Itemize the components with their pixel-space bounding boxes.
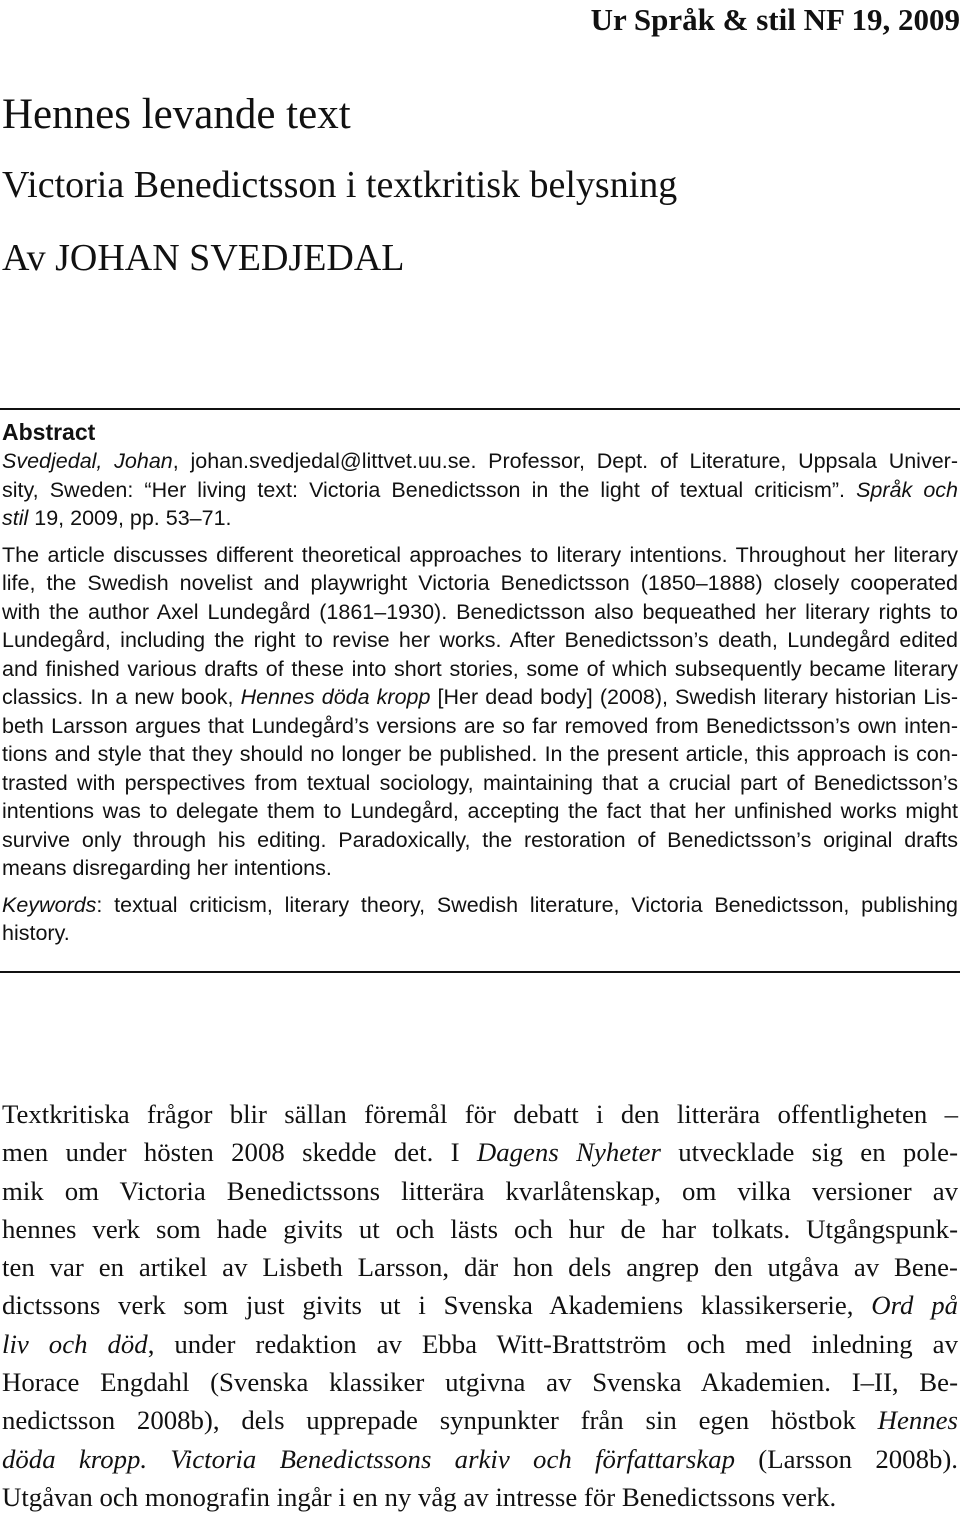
text-run: beth Larsson argues that Lundegård’s versions are so far removed from Benedictsson’s own inten- xyxy=(2,713,958,738)
text-run: men under hösten 2008 skedde det. I xyxy=(2,1137,477,1168)
italic-text: liv och död xyxy=(2,1328,148,1359)
text-run: history. xyxy=(2,921,70,945)
italic-text: stil xyxy=(2,506,29,530)
summary-line xyxy=(2,598,958,627)
summary-line xyxy=(2,683,958,712)
text-run: Utgåvan och monografin ingår i en ny våg av intresse för Benedictssons verk. xyxy=(2,1481,837,1512)
text-run: 19, 2009, pp. 53–71. xyxy=(28,506,232,530)
summary-line xyxy=(2,712,958,741)
italic-text: Hennes xyxy=(877,1405,958,1436)
text-run: The article discusses different theoretical approaches to literary intentions. Throughout her literary xyxy=(2,542,958,567)
italic-text: Språk och xyxy=(856,477,958,502)
text-run: tions and style that they should no longer be published. In the present article, this approach is con- xyxy=(2,742,958,766)
summary-line xyxy=(2,626,958,655)
text-run: utvecklade sig en pole- xyxy=(660,1137,958,1168)
summary-line xyxy=(2,541,958,570)
author-line: Av JOHAN SVEDJEDAL xyxy=(2,237,405,279)
italic-text: Keywords xyxy=(2,892,97,917)
italic-text: Svedjedal, Johan xyxy=(2,449,173,473)
text-run: intentions was to delegate them to Lundegård, accepting the fact that her unfinished works might xyxy=(2,799,958,823)
text-run: hennes verk som hade givits ut och lästs och hur de har tolkats. Utgångspunk- xyxy=(2,1213,958,1244)
abstract-top-rule xyxy=(0,408,960,410)
text-run: classics. In a new book, xyxy=(2,685,241,709)
body-line xyxy=(2,1325,958,1363)
summary-line xyxy=(2,854,958,883)
body-line xyxy=(2,1248,958,1286)
body-line xyxy=(2,1133,958,1171)
text-run: ten var en artikel av Lisbeth Larsson, där hon dels angrep den utgåva av Bene- xyxy=(2,1252,958,1283)
summary-line xyxy=(2,740,958,769)
abstract-reference xyxy=(2,447,958,533)
text-run: trasted with perspectives from textual sociology, maintaining that a crucial part of Benedictsson’s xyxy=(2,770,958,795)
text-run: life, the Swedish novelist and playwright Victoria Benedictsson (1850–1888) closely cooperated xyxy=(2,571,958,595)
reference-line xyxy=(2,476,958,505)
text-run: , under redaktion av Ebba Witt-Brattström och med inledning av xyxy=(147,1328,958,1359)
text-run: mik om Victoria Benedictssons litterära kvarlåtenskap, om vilka versioner av xyxy=(2,1175,958,1206)
body-line xyxy=(2,1210,958,1248)
body-text xyxy=(2,1095,958,1516)
summary-line xyxy=(2,797,958,826)
reference-line xyxy=(2,447,958,476)
body-line xyxy=(2,1478,958,1516)
text-run: Textkritiska frågor blir sällan föremål för debatt i den litterära offentligheten – xyxy=(2,1099,958,1129)
reference-line xyxy=(2,504,958,533)
body-line xyxy=(2,1440,958,1478)
text-run: survive only through his editing. Paradoxically, the restoration of Benedictsson’s original drafts xyxy=(2,827,958,852)
text-run: , johan.svedjedal@littvet.uu.se. Professor, Dept. of Literature, Uppsala Univer- xyxy=(172,449,958,473)
body-line xyxy=(2,1095,958,1133)
italic-text: Dagens Nyheter xyxy=(476,1137,661,1168)
running-head: Ur Språk & stil NF 19, 2009 xyxy=(590,2,960,37)
body-line xyxy=(2,1172,958,1210)
abstract-heading: Abstract xyxy=(2,419,96,445)
summary-line xyxy=(2,826,958,855)
text-run: [Her dead body] (2008), Swedish literary historian Lis- xyxy=(430,685,958,709)
text-run: and finished various drafts of these into short stories, some of which subsequently became literary xyxy=(2,656,958,681)
abstract-summary xyxy=(2,541,958,883)
summary-line xyxy=(2,769,958,798)
abstract-bottom-rule xyxy=(0,971,960,973)
text-run: (Larsson 2008b). xyxy=(735,1443,958,1474)
text-run: sity, Sweden: “Her living text: Victoria Benedictsson in the light of textual criticism”. xyxy=(2,477,857,502)
text-run: with the author Axel Lundegård (1861–1930). Benedictsson also bequeathed her literary rights to xyxy=(2,599,958,624)
summary-line xyxy=(2,569,958,598)
keywords-line xyxy=(2,891,958,920)
italic-text: Hennes döda kropp xyxy=(240,685,431,709)
text-run: nedictsson 2008b), dels upprepade synpunkter från sin egen höstbok xyxy=(2,1405,878,1436)
article-title: Hennes levande text xyxy=(2,91,351,138)
abstract-block xyxy=(2,417,958,948)
italic-text: döda kropp. Victoria Benedictssons arkiv och författarskap xyxy=(2,1443,735,1474)
text-run: means disregarding her intentions. xyxy=(2,856,332,880)
summary-line xyxy=(2,655,958,684)
text-run: Lundegård, including the right to revise her works. After Benedictsson’s death, Lundegård edited xyxy=(2,628,958,652)
body-line xyxy=(2,1363,958,1401)
text-run: dictssons verk som just givits ut i Svenska Akademiens klassikerserie, xyxy=(2,1290,872,1321)
body-line xyxy=(2,1286,958,1324)
article-subtitle: Victoria Benedictsson i textkritisk belysning xyxy=(2,164,678,206)
text-run: : textual criticism, literary theory, Swedish literature, Victoria Benedictsson, publishing xyxy=(96,892,958,917)
body-line xyxy=(2,1401,958,1439)
italic-text: Ord på xyxy=(871,1290,958,1321)
text-run: Horace Engdahl (Svenska klassiker utgivna av Svenska Akademien. I–II, Be- xyxy=(2,1367,958,1398)
abstract-keywords xyxy=(2,891,958,948)
keywords-line xyxy=(2,919,958,948)
